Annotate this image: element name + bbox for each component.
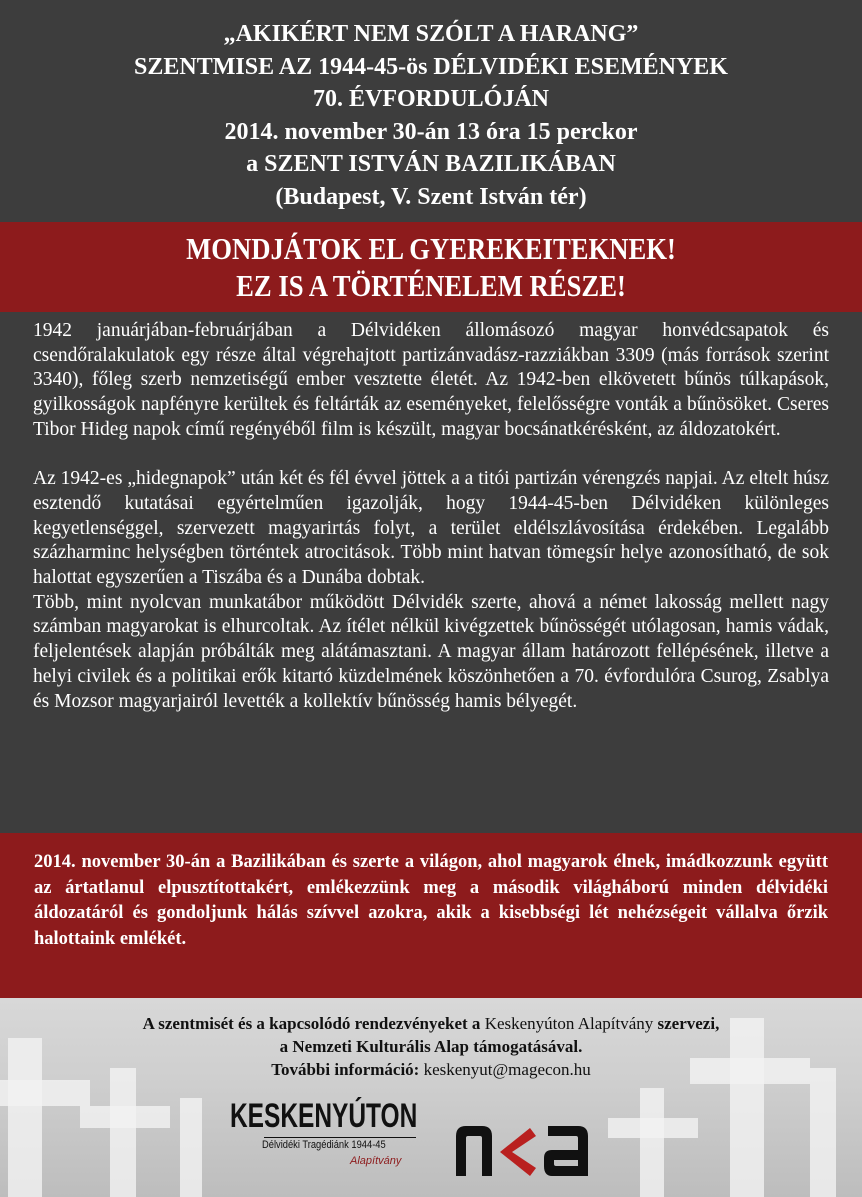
- keskenyuton-logo-name: KESKENYÚTON: [230, 1097, 418, 1135]
- slogan-banner: [0, 222, 862, 312]
- logo-divider: [264, 1137, 416, 1138]
- support-line: a Nemzeti Kulturális Alap támogatásával.: [279, 1037, 583, 1056]
- event-address: (Budapest, V. Szent István tér): [275, 183, 587, 210]
- event-anniversary: 70. ÉVFORDULÓJÁN: [312, 86, 549, 112]
- event-subtitle: SZENTMISE AZ 1944-45-ös DÉLVIDÉKI ESEMÉNYEK: [134, 53, 728, 80]
- cross-shape: [810, 1068, 836, 1197]
- nka-letter-n: [456, 1126, 492, 1176]
- cross-shape: [110, 1068, 136, 1197]
- event-date-time: 2014. november 30-án 13 óra 15 perckor: [224, 118, 638, 145]
- contact-email[interactable]: keskenyut@magecon.hu: [419, 1060, 591, 1079]
- contact-line: További információ: keskenyut@magecon.hu: [271, 1060, 591, 1079]
- history-paragraph-camps: Több, mint nyolcvan munkatábor működött Délvidék szerte, ahová a német lakosság mellett nagy számban magyarokat is elhurcoltak. Az ítélet nélkül kivégzettek bűnösségét utólagosan, hamis vádak, feljelentések alapján próbálták meg alátámasztani. A magyar állam határozott fellépésének, illetve a helyi civilek és a politikai erők kitartó küzdelmének köszönhetően a 70. évfordulóra Csurog, Zsablya és Mozsor magyarjairól levették a kollektív bűnösség hamis bélyegét.: [33, 591, 829, 712]
- nka-letter-a: [544, 1126, 588, 1176]
- history-paragraph-1942: 1942 januárjában-februárjában a Délvidéken állomásozó magyar honvédcsapatok és csendőralakulatok egy része által végrehajtott partizánvadász-razziákban 3309 (más források szerint 3340), főleg szerb nemzetiségű ember vesztette életét. Az 1942-ben elkövetett bűnös túlkapások, gyilkosságok napfényre kerültek és feltárták az eseményeket, felelősségre vonták a bűnösöket. Cseres Tibor Hideg napok című regényéből film is készült, magyar bocsánatkérésként, az áldozatokért.: [33, 320, 829, 440]
- event-header: [0, 0, 862, 222]
- event-title: „AKIKÉRT NEM SZÓLT A HARANG”: [223, 21, 639, 47]
- history-paragraph-1944: Az 1942-es „hidegnapok” után két és fél évvel jöttek a a titói partizán vérengzés napjai. Az eltelt húsz esztendő kutatásai egyértelműen igazolják, hogy 1944-45-ben Délvidéken különleges kegyetlenséggel, szervezett magyarirtás folyt, a terület eldélszlávosítása érdekében. Legalább százharminc helységben történtek atrocitások. Több mint hatvan tömegsír helye azonosítható, de sok halottat egyszerűen a Tiszába és a Dunába dobtak.: [33, 468, 829, 589]
- nka-letter-k: [500, 1128, 536, 1176]
- nka-logo: [452, 1122, 592, 1178]
- cross-shape: [608, 1118, 698, 1138]
- cross-shape: [180, 1098, 202, 1197]
- keskenyuton-logo-subtitle: Délvidéki Tragédiánk 1944-45: [262, 1139, 386, 1151]
- slogan-line-2: EZ IS A TÖRTÉNELEM RÉSZE!: [236, 268, 626, 303]
- cross-shape: [0, 1080, 90, 1106]
- history-text: [0, 312, 862, 833]
- footer-background: [0, 998, 862, 1197]
- organizer-info: [0, 1012, 862, 1081]
- event-venue: a SZENT ISTVÁN BAZILIKÁBAN: [246, 151, 616, 177]
- organizer-line: A szentmisét és a kapcsolódó rendezvényeket a Keskenyúton Alapítvány szervezi,: [142, 1014, 720, 1033]
- slogan-line-1: MONDJÁTOK EL GYEREKEITEKNEK!: [186, 231, 676, 266]
- keskenyuton-logo: [230, 1097, 430, 1177]
- prayer-appeal-text: 2014. november 30-án a Bazilikában és szerte a világon, ahol magyarok élnek, imádkozzunk együtt az ártatlanul elpusztítottakért, emlékezzünk meg a második világháború minden délvidéki áldozatáról és gondoljunk hálás szívvel azokra, akik a kisebbségi lét nehézségeit vállalva őrzik halottaink emlékét.: [34, 852, 828, 949]
- keskenyuton-logo-tagline: Alapítvány: [350, 1155, 402, 1167]
- cross-shape: [80, 1106, 170, 1128]
- prayer-appeal: [0, 833, 862, 998]
- cross-shape: [640, 1088, 664, 1197]
- foundation-name: Keskenyúton Alapítvány: [484, 1014, 654, 1033]
